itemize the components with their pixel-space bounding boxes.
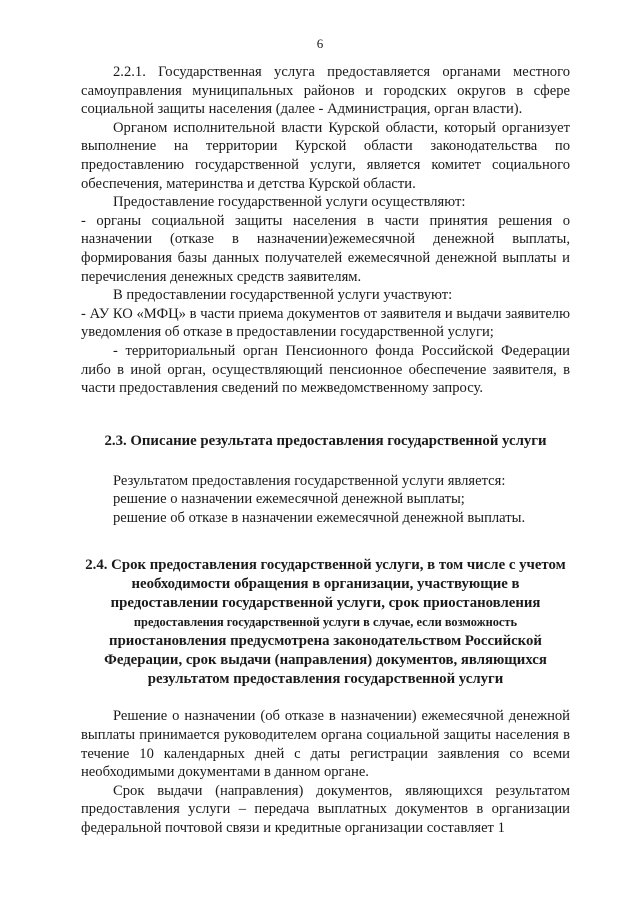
section-2-3-result-list xyxy=(81,472,570,528)
section-2-4-heading-part3: приостановления предусмотрена законодательством Российской Федерации, срок выдачи (направления) документов, являющихся результатом предоставления государственной услуги xyxy=(104,633,547,688)
section-2-4-heading-part2: предоставления государственной услуги в случае, если возможность xyxy=(133,615,518,630)
section-2-4-heading-part1: 2.4. Срок предоставления государственной услуги, в том числе с учетом необходимости обращения в организации, участвующие в предоставлении государственной услуги, срок приостановления xyxy=(85,557,566,612)
result-item-refusal: решение об отказе в назначении ежемесячной денежной выплаты. xyxy=(113,509,526,526)
page-number: 6 xyxy=(316,36,324,51)
paragraph-providers-social-protection: - органы социальной защиты населения в части принятия решения о назначении (отказе в назначении)ежемесячной денежной выплаты, формирования базы данных получателей ежемесячной денежной выплаты и перечисления денежных средств заявителям. xyxy=(81,212,570,285)
section-2-3-heading: 2.3. Описание результата предоставления государственной услуги xyxy=(104,432,547,449)
paragraph-executive-authority: Органом исполнительной власти Курской области, который организует выполнение на территории Курской области законодательства по предоставлению государственной услуги, является комитет социального обеспечения, материнства и детства Курской области. xyxy=(81,119,570,192)
paragraph-participants-mfc: - АУ КО «МФЦ» в части приема документов от заявителя и выдачи заявителю уведомления об отказе в предоставлении государственной услуги; xyxy=(81,305,570,341)
paragraph-participants-intro: В предоставлении государственной услуги участвуют: xyxy=(113,287,453,304)
section-2-4-heading xyxy=(81,556,570,689)
paragraph-providers-intro: Предоставление государственной услуги осуществляют: xyxy=(113,194,466,211)
paragraph-issuance-term: Срок выдачи (направления) документов, являющихся результатом предоставления услуги – передача выплатных документов в организации федеральной почтовой связи и кредитные организации составляет 1 xyxy=(81,782,570,837)
paragraph-participants-pension-fund: - территориальный орган Пенсионного фонда Российской Федерации либо в иной орган, осуществляющий пенсионное обеспечение заявителя, в части предоставления сведений по межведомственному запросу. xyxy=(81,342,570,397)
paragraph-decision-term: Решение о назначении (об отказе в назначении) ежемесячной денежной выплаты принимается руководителем органа социальной защиты населения в течение 10 календарных дней с даты регистрации заявления со всеми необходимыми документами в данном органе. xyxy=(81,708,570,781)
paragraph-2-2-1: 2.2.1. Государственная услуга предоставляется органами местного самоуправления муниципальных районов и городских округов в сфере социальной защиты населения (далее - Администрация, орган власти). xyxy=(81,64,570,118)
document-body xyxy=(81,63,570,838)
result-item-approval: решение о назначении ежемесячной денежной выплаты; xyxy=(113,491,465,508)
result-intro: Результатом предоставления государственной услуги является: xyxy=(113,472,506,489)
